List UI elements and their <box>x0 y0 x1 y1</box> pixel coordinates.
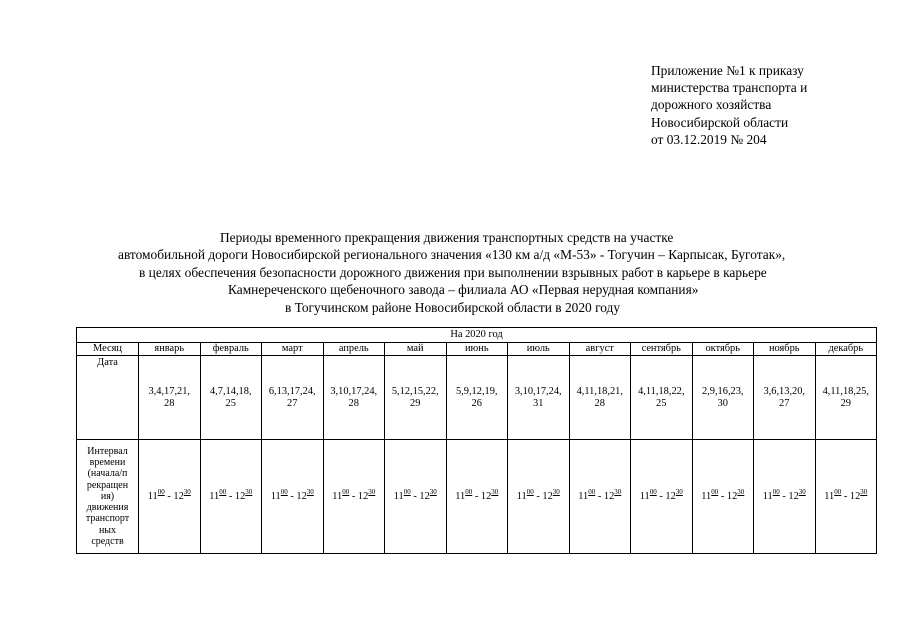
interval-start-minute: 00 <box>588 487 596 496</box>
interval-end-hour: 12 <box>480 490 492 502</box>
interval-end-hour: 12 <box>849 490 861 502</box>
month-cell: май <box>385 343 447 356</box>
annex-line: от 03.12.2019 № 204 <box>651 131 767 147</box>
interval-separator: - <box>533 490 543 502</box>
month-cell: июнь <box>446 343 508 356</box>
dates-cell <box>385 356 447 440</box>
interval-separator: - <box>287 490 297 502</box>
month-cell: сентябрь <box>631 343 693 356</box>
dates-line: 6,13,17,24, <box>268 385 316 397</box>
dates-line: 5,12,15,22, <box>391 385 439 397</box>
dates-line: 4,11,18,25, <box>822 385 869 397</box>
interval-label-line: транспорт <box>85 513 130 525</box>
interval-separator: - <box>656 490 666 502</box>
interval-cell <box>446 440 508 554</box>
interval-end-minute: 30 <box>552 487 560 496</box>
month-cell: апрель <box>323 343 385 356</box>
interval-end-hour: 12 <box>234 490 246 502</box>
dates-line: 3,6,13,20, <box>763 385 806 397</box>
dates-cell <box>323 356 385 440</box>
interval-end-minute: 30 <box>860 487 868 496</box>
interval-start-hour: 11 <box>270 490 281 502</box>
dates-cell <box>262 356 324 440</box>
dates-line: 2,9,16,23, <box>701 385 744 397</box>
dates-line: 3,10,17,24, <box>330 385 378 397</box>
month-cell: июль <box>508 343 570 356</box>
interval-start-hour: 11 <box>762 490 773 502</box>
dates-line: 27 <box>287 397 298 409</box>
month-cell: февраль <box>200 343 262 356</box>
interval-end-hour: 12 <box>665 490 676 502</box>
interval-cell <box>569 440 631 554</box>
interval-label-line: Интервал <box>87 446 128 458</box>
dates-line: 28 <box>164 397 175 409</box>
month-label: Месяц <box>77 343 139 356</box>
interval-end-minute: 30 <box>306 487 314 496</box>
interval-end-minute: 30 <box>491 487 499 496</box>
interval-end-minute: 30 <box>368 487 376 496</box>
dates-cell <box>139 356 201 440</box>
interval-separator: - <box>410 490 420 502</box>
interval-end-hour: 12 <box>173 490 184 502</box>
dates-line: 30 <box>717 397 728 409</box>
interval-start-hour: 11 <box>332 490 343 502</box>
interval-start-minute: 00 <box>157 487 165 496</box>
interval-label-line: движения <box>86 502 129 514</box>
interval-start-minute: 00 <box>526 487 534 496</box>
interval-start-hour: 11 <box>393 490 404 502</box>
year-row <box>77 328 877 343</box>
annex-line: дорожного хозяйства <box>651 97 772 113</box>
interval-start-hour: 11 <box>516 490 527 502</box>
interval-start-minute: 00 <box>711 487 719 496</box>
dates-line: 27 <box>779 397 790 409</box>
interval-end-hour: 12 <box>603 490 615 502</box>
interval-separator: - <box>349 490 358 502</box>
interval-label-line: средств <box>91 535 124 547</box>
interval-label-line: ных <box>98 524 117 536</box>
month-cell: март <box>262 343 324 356</box>
document-title <box>60 229 905 316</box>
interval-end-hour: 12 <box>296 490 307 502</box>
interval-end-hour: 12 <box>788 490 799 502</box>
interval-cell <box>754 440 816 554</box>
interval-start-minute: 00 <box>219 487 227 496</box>
month-cell: ноябрь <box>754 343 816 356</box>
dates-cell <box>200 356 262 440</box>
interval-label-line: (начала/п <box>87 468 128 480</box>
dates-line: 31 <box>533 397 544 409</box>
dates-cell <box>692 356 754 440</box>
interval-end-minute: 30 <box>429 487 437 496</box>
interval-cell <box>385 440 447 554</box>
dates-row <box>77 356 877 440</box>
schedule-table <box>76 327 877 554</box>
dates-line: 29 <box>840 397 851 409</box>
interval-cell <box>508 440 570 554</box>
dates-cell <box>815 356 877 440</box>
interval-start-hour: 11 <box>209 490 220 502</box>
month-cell: январь <box>139 343 201 356</box>
title-line: в Тогучинском районе Новосибирской области в 2020 году <box>285 299 621 315</box>
interval-label-line: ия) <box>100 490 115 502</box>
dates-cell <box>631 356 693 440</box>
dates-line: 25 <box>656 397 667 409</box>
dates-cell <box>754 356 816 440</box>
interval-separator: - <box>226 490 235 502</box>
interval-start-minute: 00 <box>649 487 657 496</box>
interval-start-minute: 00 <box>465 487 473 496</box>
dates-cell <box>569 356 631 440</box>
interval-separator: - <box>164 490 174 502</box>
interval-end-hour: 12 <box>726 490 738 502</box>
interval-label <box>77 440 139 554</box>
interval-start-minute: 00 <box>280 487 288 496</box>
interval-start-hour: 11 <box>701 490 712 502</box>
interval-end-minute: 30 <box>675 487 683 496</box>
annex-line: Приложение №1 к приказу <box>651 63 804 78</box>
interval-end-hour: 12 <box>357 490 369 502</box>
interval-start-hour: 11 <box>455 490 466 502</box>
annex-block <box>651 62 871 148</box>
dates-cell <box>446 356 508 440</box>
dates-line: 26 <box>471 397 482 409</box>
interval-cell <box>200 440 262 554</box>
interval-end-minute: 30 <box>183 487 191 496</box>
dates-line: 28 <box>348 397 359 409</box>
interval-cell <box>631 440 693 554</box>
interval-separator: - <box>841 490 850 502</box>
dates-line: 5,9,12,19, <box>455 385 498 397</box>
dates-line: 4,11,18,22, <box>638 385 685 397</box>
annex-line: министерства транспорта и <box>651 80 808 96</box>
interval-start-minute: 00 <box>403 487 411 496</box>
interval-cell <box>815 440 877 554</box>
interval-label-line: рекращен <box>86 479 129 491</box>
interval-end-minute: 30 <box>614 487 622 496</box>
dates-line: 28 <box>594 397 605 409</box>
interval-cell <box>692 440 754 554</box>
title-line: Камнереченского щебеночного завода – филиала АО «Первая нерудная компания» <box>228 282 699 298</box>
interval-separator: - <box>595 490 604 502</box>
year-header: На 2020 год <box>77 328 877 343</box>
dates-line: 4,7,14,18, <box>209 385 252 397</box>
interval-start-hour: 11 <box>824 490 835 502</box>
interval-end-minute: 30 <box>245 487 253 496</box>
dates-cell <box>508 356 570 440</box>
interval-cell <box>139 440 201 554</box>
month-row <box>77 343 877 356</box>
title-line: автомобильной дороги Новосибирской регионального значения «130 км а/д «М-53» - Тогучин – Карпысак, Буготак», <box>118 247 786 263</box>
interval-separator: - <box>779 490 789 502</box>
interval-start-minute: 00 <box>772 487 780 496</box>
interval-start-hour: 11 <box>639 490 650 502</box>
month-cell: октябрь <box>692 343 754 356</box>
month-cell: август <box>569 343 631 356</box>
dates-line: 3,4,17,21, <box>148 385 191 397</box>
interval-end-minute: 30 <box>737 487 745 496</box>
interval-start-hour: 11 <box>578 490 589 502</box>
title-line: в целях обеспечения безопасности дорожного движения при выполнении взрывных работ в карьере в карьере <box>139 264 767 280</box>
interval-cell <box>323 440 385 554</box>
interval-start-minute: 00 <box>834 487 842 496</box>
date-label: Дата <box>77 356 139 440</box>
annex-line: Новосибирской области <box>651 114 789 130</box>
interval-separator: - <box>718 490 727 502</box>
interval-label-line: времени <box>89 457 126 469</box>
title-line: Периоды временного прекращения движения транспортных средств на участке <box>220 230 674 245</box>
interval-row <box>77 440 877 554</box>
interval-end-hour: 12 <box>542 490 553 502</box>
interval-cell <box>262 440 324 554</box>
dates-line: 25 <box>225 397 236 409</box>
interval-end-minute: 30 <box>798 487 806 496</box>
dates-line: 29 <box>410 397 421 409</box>
month-cell: декабрь <box>815 343 877 356</box>
interval-start-hour: 11 <box>147 490 158 502</box>
interval-end-hour: 12 <box>419 490 430 502</box>
interval-start-minute: 00 <box>342 487 350 496</box>
dates-line: 3,10,17,24, <box>514 385 562 397</box>
dates-line: 4,11,18,21, <box>576 385 623 397</box>
interval-separator: - <box>472 490 481 502</box>
